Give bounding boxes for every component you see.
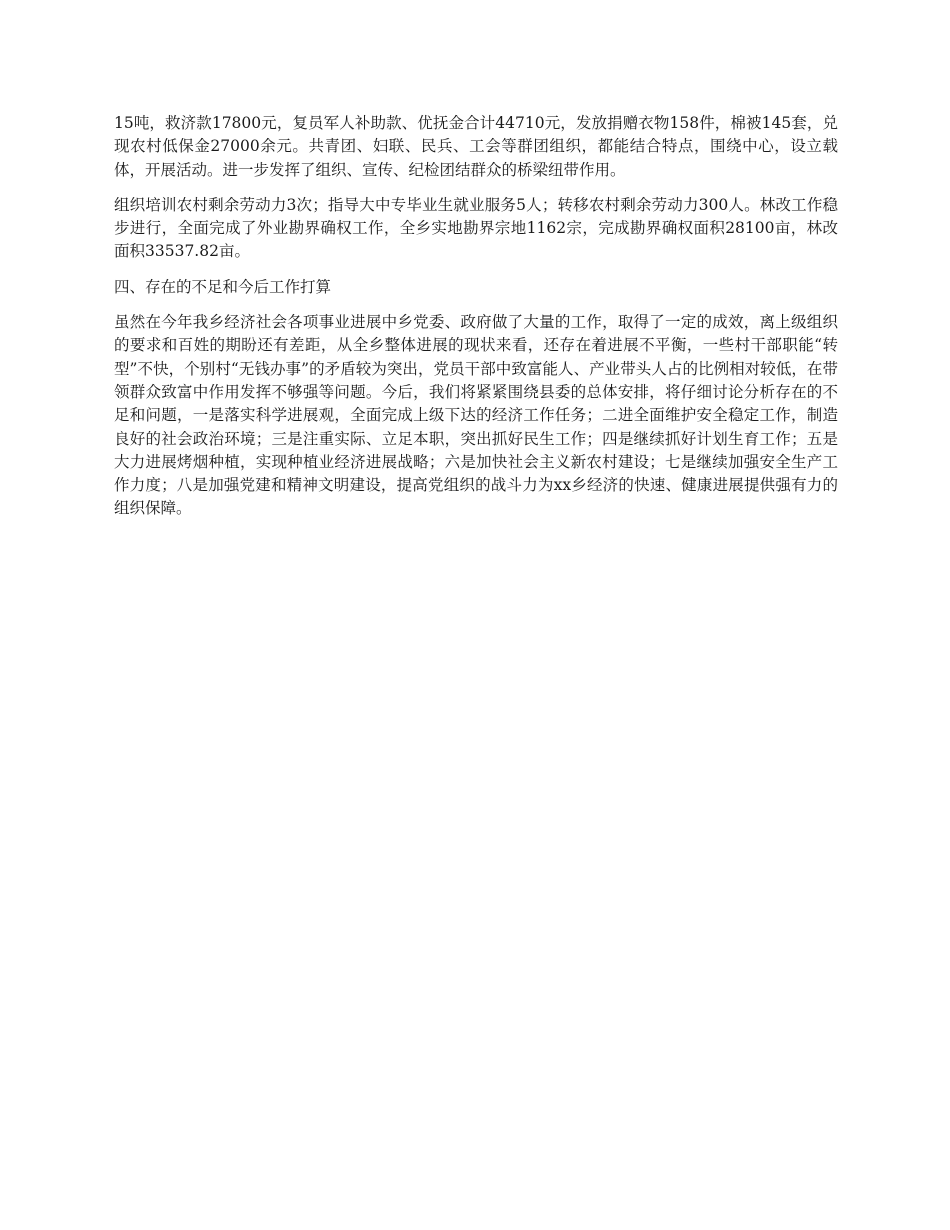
section-heading: 四、存在的不足和今后工作打算 xyxy=(114,277,332,296)
paragraph-relief-and-groups: 15吨，救济款17800元，复员军人补助款、优抚金合计44710元，发放捐赠衣物158件，棉被145套，兑现农村低保金27000余元。共青团、妇联、民兵、工会等群团组织，都能结合特点，围绕中心，设立载体，开展活动。进一步发挥了组织、宣传、纪检团结群众的桥梁纽带作用。 xyxy=(114,114,838,179)
paragraph-labor-and-forestry: 组织培训农村剩余劳动力3次；指导大中专毕业生就业服务5人；转移农村剩余劳动力300人。林改工作稳步进行，全面完成了外业勘界确权工作，全乡实地勘界宗地1162宗，完成勘界确权面积28100亩，林改面积33537.82亩。 xyxy=(114,195,838,261)
paragraph-shortcomings-and-plans: 虽然在今年我乡经济社会各项事业进展中乡党委、政府做了大量的工作，取得了一定的成效，离上级组织的要求和百姓的期盼还有差距，从全乡整体进展的现状来看，还存在着进展不平衡，一些村干部职能“转型”不快，个别村“无钱办事”的矛盾较为突出，党员干部中致富能人、产业带头人占的比例相对较低，在带领群众致富中作用发挥不够强等问题。今后，我们将紧紧围绕县委的总体安排，将仔细讨论分析存在的不足和问题，一是落实科学进展观，全面完成上级下达的经济工作任务；二进全面维护安全稳定工作，制造良好的社会政治环境；三是注重实际、立足本职，突出抓好民生工作；四是继续抓好计划生育工作；五是大力进展烤烟种植，实现种植业经济进展战略；六是加快社会主义新农村建设；七是继续加强安全生产工作力度；八是加强党建和精神文明建设，提高党组织的战斗力为xx乡经济的快速、健康进展提供强有力的组织保障。 xyxy=(114,313,838,518)
document-page xyxy=(114,112,838,533)
